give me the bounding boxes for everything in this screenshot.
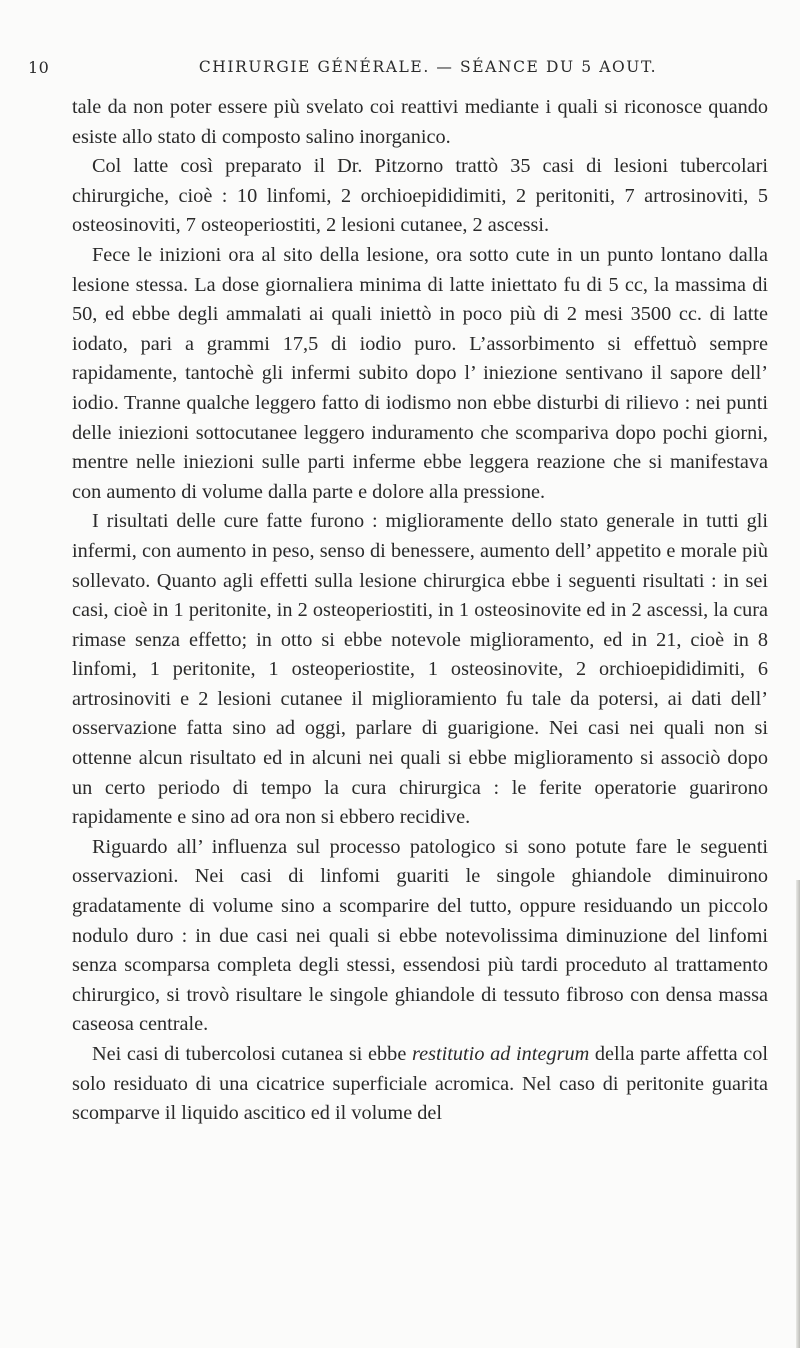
paragraph-cases: Col latte così preparato il Dr. Pitzorno trattò 35 casi di lesioni tubercolari chirurgiche, cioè : 10 linfomi, 2 orchioepididimiti, 2 peritoniti, 7 artrosinoviti, 5 osteosinoviti, 7 osteoperiostiti, 2 lesioni cutanee, 2 ascessi. — [72, 155, 768, 237]
page-edge-shadow — [796, 880, 800, 1348]
italic-latin-phrase: restitutio ad integrum — [411, 1043, 590, 1065]
paragraph-cutaneous-end: della parte affetta col solo residuato di una cicatrice superficiale acromica. Nel caso di peritonite guarita scomparve il liquido ascitico ed il volume del — [72, 1043, 768, 1125]
paragraph-injections: Fece le inizioni ora al sito della lesione, ora sotto cute in un punto lontano dalla lesione stessa. La dose giornaliera minima di latte iniettato fu di 5 cc, la massima di 50, ed ebbe degli ammalati ai quali iniettò in poco più di 2 mesi 3500 cc. di latte iodato, pari a grammi 17,5 di iodio puro. L’assorbimento si effettuò sempre rapidamente, tantochè gli infermi subito dopo l’ iniezione sentivano il sapore dell’ iodio. Tranne qualche leggero fatto di iodismo non ebbe disturbi di rilievo : nei punti delle iniezioni sottocutanee leggero induramento che scompariva dopo pochi giorni, mentre nelle iniezioni sulle parti inferme ebbe leggera reazione che si manifestava con aumento di volume dalla parte e dolore alla pressione. — [72, 243, 768, 503]
paragraph-continuation: tale da non poter essere più svelato coi reattivi mediante i quali si riconosce quando esiste allo stato di composto salino inorganico. — [72, 96, 768, 148]
paragraph-influence: Riguardo all’ influenza sul processo patologico si sono potute fare le seguenti osservazioni. Nei casi di linfomi guariti le singole ghiandole diminuirono gradatamente di volume sino a scomparire del tutto, oppure residuando un piccolo nodulo duro : in due casi nei quali si ebbe notevolissima diminuzione del linfomi senza scomparsa completa degli stessi, essendosi più tardi proceduto al trattamento chirurgico, si trovò risultare le singole ghiandole di tessuto fibroso con densa massa caseosa centrale. — [72, 835, 768, 1036]
body-text — [72, 93, 768, 1129]
running-header — [28, 58, 728, 82]
paragraph-cutaneous — [72, 1040, 768, 1129]
paragraph-cutaneous-start: Nei casi di tubercolosi cutanea si ebbe — [92, 1043, 412, 1065]
running-title: CHIRURGIE GÉNÉRALE. — SÉANCE DU 5 AOUT. — [198, 58, 658, 76]
page-number: 10 — [28, 58, 50, 77]
paragraph-results: I risultati delle cure fatte furono : miglioramente dello stato generale in tutti gli infermi, con aumento in peso, senso di benessere, aumento dell’ appetito e morale più sollevato. Quanto agli effetti sulla lesione chirurgica ebbe i seguenti risultati : in sei casi, cioè in 1 peritonite, in 2 osteoperiostiti, in 1 osteosinovite ed in 2 ascessi, la cura rimase senza effetto; in otto si ebbe notevole miglioramento, ed in 21, cioè in 8 linfomi, 1 peritonite, 1 osteoperiostite, 1 osteosinovite, 2 orchioepididimiti, 6 artrosinoviti e 2 lesioni cutanee il miglioramiento fu tale da potersi, ai dati dell’ osservazione fatta sino ad oggi, parlare di guarigione. Nei casi nei quali non si ottenne alcun risultato ed in alcuni nei quali si ebbe miglioramento si associò dopo un certo periodo di tempo la cura chirurgica : le ferite operatorie guarirono rapidamente e sino ad ora non si ebbero recidive. — [72, 510, 768, 829]
